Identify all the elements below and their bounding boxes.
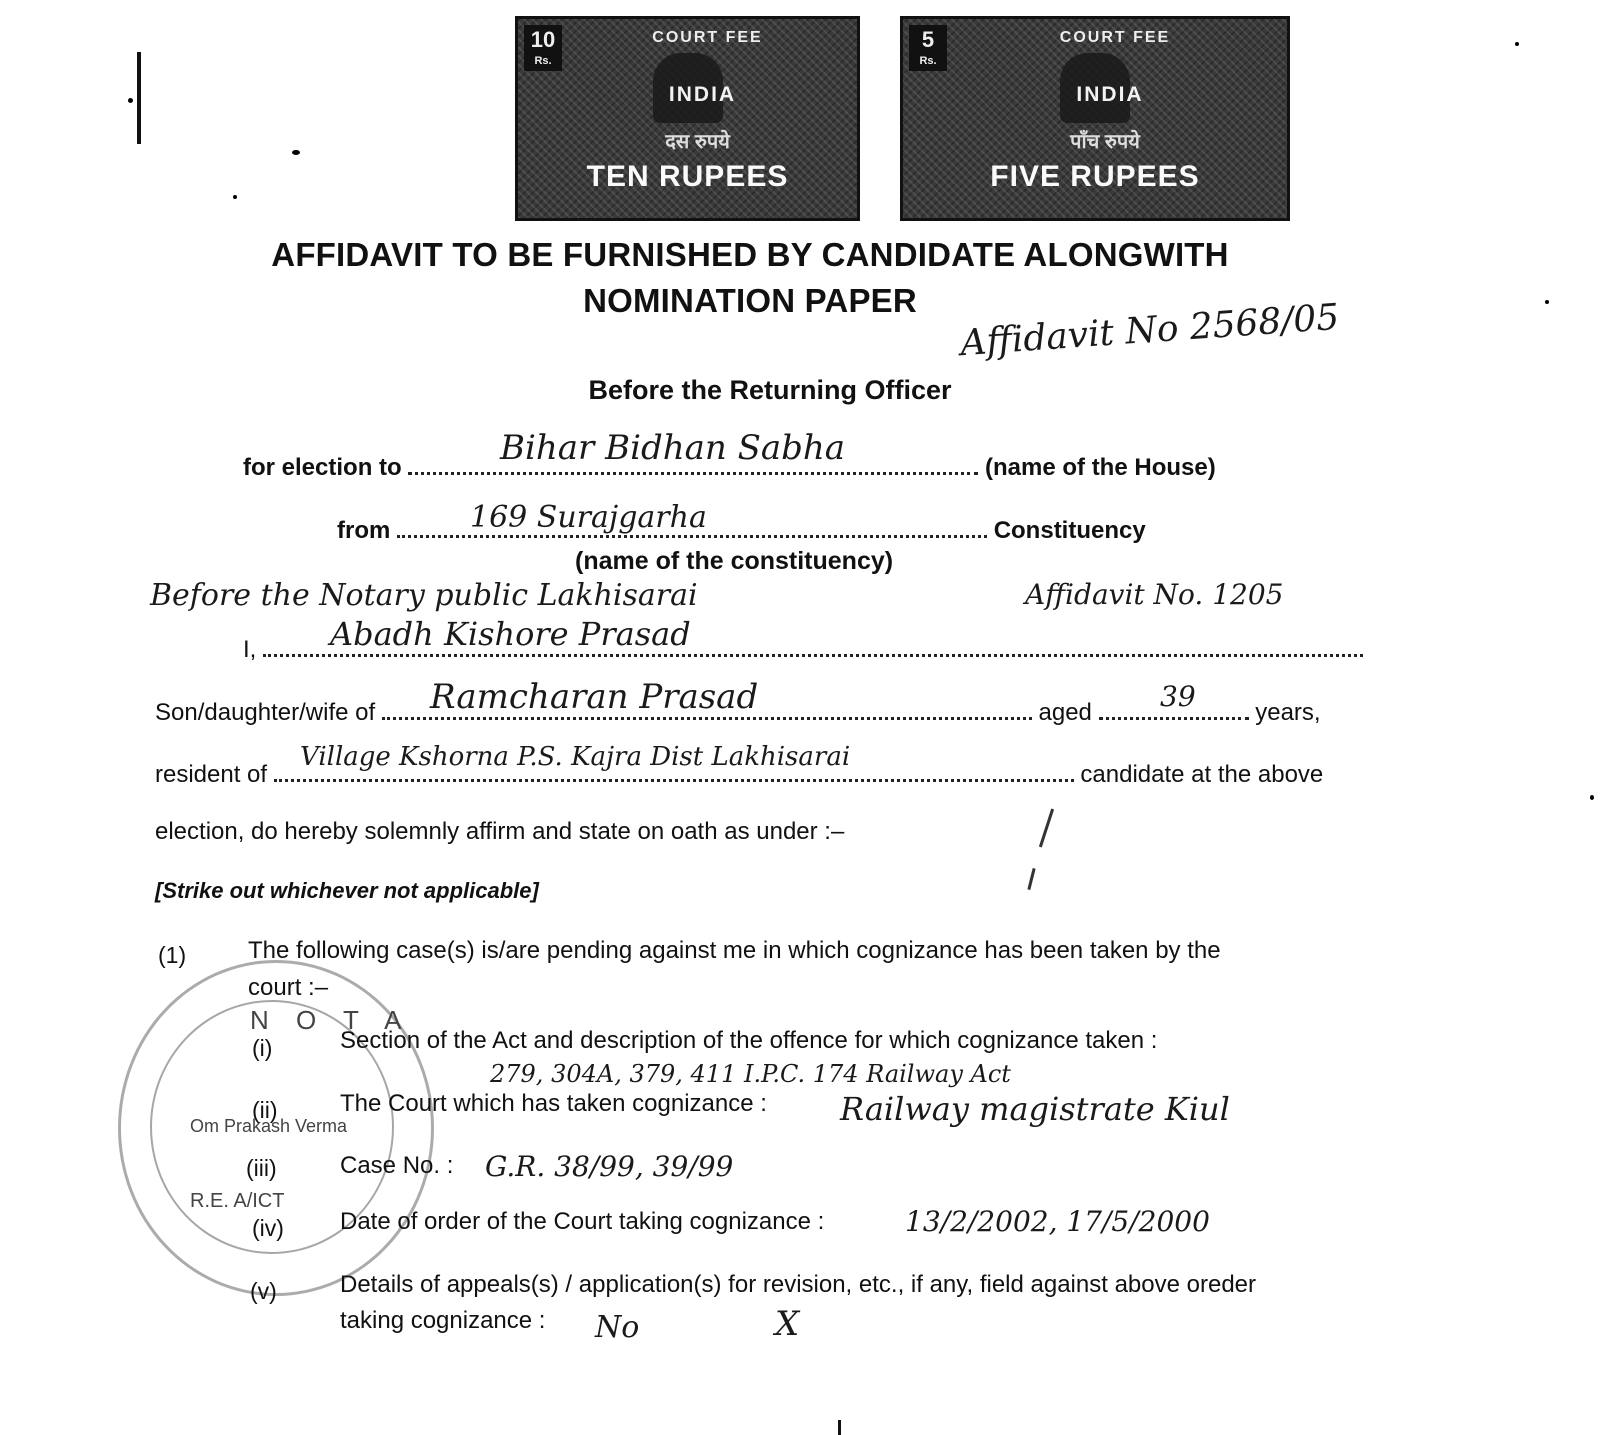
relation-value: Ramcharan Prasad <box>430 677 759 717</box>
years-label: years, <box>1255 699 1321 726</box>
scan-speck <box>292 150 300 155</box>
item-value: Railway magistrate Kiul <box>840 1090 1230 1128</box>
seal-reg: R.E. A/ICT <box>190 1190 285 1212</box>
stamp-value: TEN RUPEES <box>586 160 789 193</box>
scan-speck <box>1515 42 1519 46</box>
item-value: No <box>595 1310 640 1345</box>
notary-text: Before the Notary public Lakhisarai <box>150 578 698 613</box>
scan-speck <box>233 195 237 199</box>
stamp-country: INDIA <box>668 83 737 106</box>
item-label: Section of the Act and description of the offence for which cognizance taken : <box>340 1027 1158 1054</box>
handwritten-affidavit-number: Affidavit No 2568/05 <box>959 296 1341 365</box>
constituency-note: (name of the constituency) <box>575 547 894 575</box>
stamp-denomination: 5 Rs. <box>909 25 947 71</box>
seal-name: Om Prakash Verma <box>190 1116 348 1136</box>
pen-stroke <box>1039 809 1054 848</box>
election-label: for election to <box>243 454 402 481</box>
item-label: The Court which has taken cognizance : <box>340 1090 767 1117</box>
resident-label: resident of <box>155 761 268 788</box>
item-value: G.R. 38/99, 39/99 <box>485 1150 734 1183</box>
deponent-name: Abadh Kishore Prasad <box>330 615 691 653</box>
deponent-prefix: I, <box>243 636 257 663</box>
aged-value: 39 <box>1160 680 1196 713</box>
constituency-suffix: Constituency <box>993 517 1146 544</box>
court-fee-stamp-ten <box>515 16 860 221</box>
election-suffix: (name of the House) <box>985 454 1216 481</box>
item-label: Date of order of the Court taking cognizance : <box>340 1208 825 1235</box>
item-label-line2: taking cognizance : <box>340 1307 546 1334</box>
section-number: (1) <box>158 942 187 968</box>
page-bottom-mark <box>838 1420 841 1435</box>
stamp-hindi: पाँच रुपये <box>1070 131 1140 153</box>
item-mark: X <box>775 1304 800 1344</box>
election-value: Bihar Bidhan Sabha <box>500 428 846 468</box>
constituency-label: from <box>337 517 391 544</box>
stamp-country: INDIA <box>1076 83 1144 106</box>
scan-speck <box>128 98 133 103</box>
stamp-denomination: 10 Rs. <box>524 25 562 71</box>
item-label: Case No. : <box>340 1152 454 1179</box>
stamp-band: COURT FEE <box>1059 29 1171 46</box>
notary-affidavit-no: Affidavit No. 1205 <box>1025 578 1284 611</box>
stamp-hindi: दस रुपये <box>665 131 730 153</box>
item-label-line1: Details of appeals(s) / application(s) for revision, etc., if any, field against above oreder <box>340 1271 1257 1298</box>
oath-text: election, do hereby solemnly affirm and state on oath as under :– <box>155 818 845 845</box>
section-text-line2: court :– <box>248 974 329 1001</box>
constituency-value: 169 Surajgarha <box>470 500 707 535</box>
item-roman: (iv) <box>252 1215 284 1241</box>
court-fee-stamp-five <box>900 16 1290 221</box>
relation-label: Son/daughter/wife of <box>155 699 376 726</box>
item-roman: (ii) <box>252 1097 278 1123</box>
item-roman: (iii) <box>246 1155 277 1181</box>
aged-label: aged <box>1038 699 1092 726</box>
strike-note: [Strike out whichever not applicable] <box>155 878 539 903</box>
constituency-line <box>337 513 1146 545</box>
resident-value: Village Kshorna P.S. Kajra Dist Lakhisarai <box>300 742 851 772</box>
scan-speck <box>1545 300 1549 304</box>
item-roman: (v) <box>250 1278 277 1304</box>
candidate-text: candidate at the above <box>1080 761 1324 788</box>
stamp-value: FIVE RUPEES <box>990 160 1200 193</box>
seal-letters: N O T A <box>250 1005 412 1035</box>
item-value: 279, 304A, 379, 411 I.P.C. 174 Railway Act <box>490 1060 1011 1088</box>
margin-mark <box>137 52 141 144</box>
stamp-band: COURT FEE <box>652 29 763 46</box>
page-title: AFFIDAVIT TO BE FURNISHED BY CANDIDATE ALONGWITH NOMINATION PAPER <box>271 236 1229 319</box>
pen-stroke <box>1027 868 1035 890</box>
item-value: 13/2/2002, 17/5/2000 <box>905 1205 1210 1238</box>
scan-speck <box>1590 795 1594 800</box>
item-roman: (i) <box>252 1035 273 1061</box>
before-returning-officer: Before the Returning Officer <box>588 375 952 405</box>
section-text-line1: The following case(s) is/are pending against me in which cognizance has been taken by the <box>248 937 1221 964</box>
